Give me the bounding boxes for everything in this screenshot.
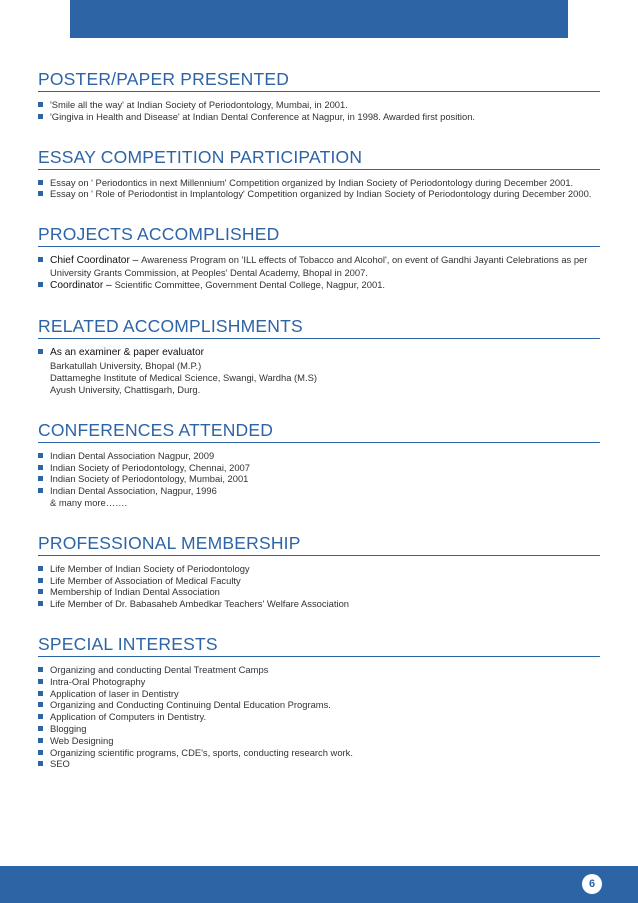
list-item: Indian Society of Periodontology, Mumbai, 2001 (38, 473, 600, 485)
institution-line: Barkatullah University, Bhopal (M.P.) (50, 360, 202, 372)
section-title-interests: SPECIAL INTERESTS (38, 633, 600, 657)
resume-content (38, 68, 600, 793)
page-number: 6 (582, 874, 602, 894)
institution-line: Dattameghe Institute of Medical Science, Swangi, Wardha (M.S) (50, 372, 317, 384)
examiner-institutions (50, 360, 600, 395)
section-poster (38, 68, 600, 123)
institution-line: Ayush University, Chattisgarh, Durg. (50, 383, 201, 395)
section-membership (38, 532, 600, 610)
related-heading: As an examiner & paper evaluator (50, 346, 205, 358)
list-item: Organizing and Conducting Continuing Dental Education Programs. (38, 699, 600, 711)
project-role: Chief Coordinator – (50, 255, 142, 267)
section-projects (38, 223, 600, 291)
conference-text: Indian Dental Association, Nagpur, 1996 (50, 485, 217, 497)
conferences-list (38, 450, 600, 509)
section-title-essay: ESSAY COMPETITION PARTICIPATION (38, 146, 600, 170)
list-item: 'Smile all the way' at Indian Society of Periodontology, Mumbai, in 2001. (38, 99, 600, 111)
list-item: Application of laser in Dentistry (38, 688, 600, 700)
list-item: Web Designing (38, 735, 600, 747)
section-title-membership: PROFESSIONAL MEMBERSHIP (38, 532, 600, 556)
list-item: Application of Computers in Dentistry. (38, 711, 600, 723)
list-item (38, 254, 600, 279)
section-title-projects: PROJECTS ACCOMPLISHED (38, 223, 600, 247)
section-title-related: RELATED ACCOMPLISHMENTS (38, 315, 600, 339)
list-item: Intra-Oral Photography (38, 676, 600, 688)
list-item: Blogging (38, 723, 600, 735)
projects-list (38, 254, 600, 291)
project-role: Coordinator – (50, 279, 115, 291)
list-item: Life Member of Association of Medical Faculty (38, 575, 600, 587)
list-item (38, 346, 600, 396)
section-interests (38, 633, 600, 770)
many-more-text: & many more……. (50, 496, 128, 508)
list-item: Essay on ' Role of Periodontist in Implantology' Competition organized by Indian Society of Periodontology during December 2000. (38, 188, 600, 200)
section-title-poster: POSTER/PAPER PRESENTED (38, 68, 600, 92)
list-item: Life Member of Dr. Babasaheb Ambedkar Teachers' Welfare Association (38, 598, 600, 610)
list-item (38, 279, 600, 292)
list-item: Essay on ' Periodontics in next Millennium' Competition organized by Indian Society of Periodontology during December 2001. (38, 177, 600, 189)
project-text: Scientific Committee, Government Dental College, Nagpur, 2001. (114, 278, 386, 290)
interests-list (38, 664, 600, 770)
list-item: Membership of Indian Dental Association (38, 586, 600, 598)
membership-list (38, 563, 600, 610)
list-item: Indian Society of Periodontology, Chennai, 2007 (38, 462, 600, 474)
section-essay (38, 146, 600, 201)
poster-list (38, 99, 600, 123)
section-related (38, 315, 600, 396)
footer-band (0, 866, 638, 903)
essay-list (38, 177, 600, 201)
project-text: Awareness Program on 'ILL effects of Tobacco and Alcohol', on event of Gandhi Jayanti Celebrations as per University Grants Commission, at Peoples' Dental Academy, Bhopal in 2007. (50, 254, 588, 278)
list-item: 'Gingiva in Health and Disease' at Indian Dental Conference at Nagpur, in 1998. Awarded first position. (38, 111, 600, 123)
section-title-conferences: CONFERENCES ATTENDED (38, 419, 600, 443)
header-band (70, 0, 568, 38)
section-conferences (38, 419, 600, 509)
list-item: Organizing scientific programs, CDE's, sports, conducting research work. (38, 747, 600, 759)
list-item (38, 485, 600, 509)
list-item: Indian Dental Association Nagpur, 2009 (38, 450, 600, 462)
list-item: Life Member of Indian Society of Periodontology (38, 563, 600, 575)
list-item: SEO (38, 758, 600, 770)
list-item: Organizing and conducting Dental Treatment Camps (38, 664, 600, 676)
related-list (38, 346, 600, 396)
